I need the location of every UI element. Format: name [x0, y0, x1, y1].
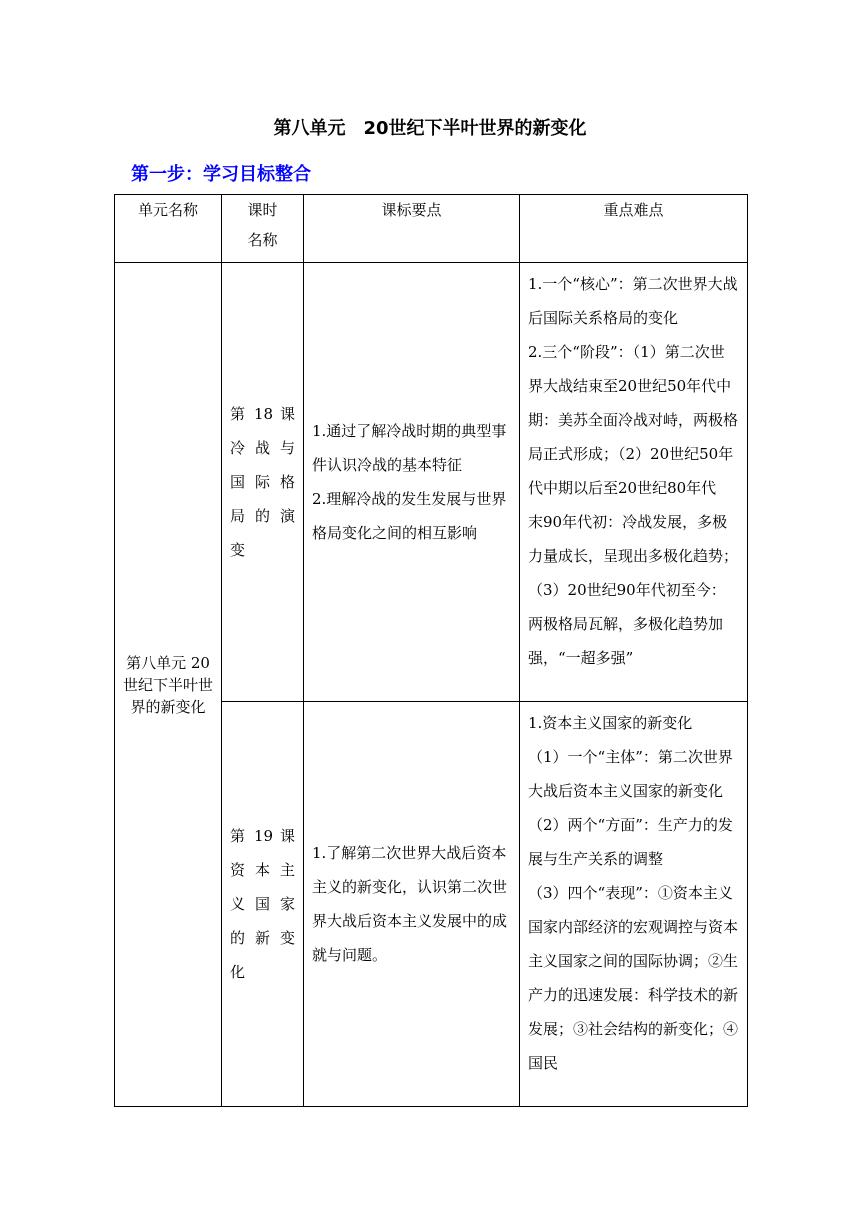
lesson-line: 变	[230, 541, 246, 559]
lesson-line: 第 19 课	[230, 827, 295, 845]
header-lesson: 课时名称	[222, 195, 304, 263]
header-unit: 单元名称	[115, 195, 222, 263]
lesson-name	[222, 819, 303, 989]
lesson-cell	[222, 702, 304, 1107]
document-title: 第八单元 20世纪下半叶世界的新变化	[273, 118, 587, 139]
lesson-line: 的 新 变	[230, 929, 295, 947]
difficulty-cell	[520, 263, 748, 702]
header-standard: 课标要点	[304, 195, 520, 263]
lesson-line: 第 18 课	[230, 405, 295, 423]
table-row	[115, 263, 748, 702]
standard-text: 1.通过了解冷战时期的典型事件认识冷战的基本特征 2.理解冷战的发生发展与世界格局变化之间的相互影响	[312, 422, 507, 542]
standard-text: 1.了解第二次世界大战后资本主义的新变化，认识第二次世界大战后资本主义发展中的成就与问题。	[312, 844, 508, 964]
step-heading: 第一步：学习目标整合	[131, 164, 311, 185]
lesson-cell	[222, 263, 304, 702]
difficulty-text: 1.资本主义国家的新变化 （1）一个“主体”：第二次世界大战后资本主义国家的新变化 （2）两个“方面”：生产力的发展与生产关系的调整 （3）四个“表现”：①资本主义国家内部经济的宏观调控与资本主义国家之间的国际协调；②生产力的迅速发展：科学技术的新发展；③社会结构的新变化；④国民	[528, 714, 739, 1072]
lesson-line: 局 的 演	[230, 507, 295, 525]
lesson-line: 义 国 家	[230, 895, 295, 913]
standard-cell	[304, 263, 520, 702]
lesson-name	[222, 397, 303, 567]
lesson-line: 冷 战 与	[230, 439, 295, 457]
difficulty-text: 1.一个“核心”：第二次世界大战后国际关系格局的变化 2.三个“阶段”：（1）第二次世界大战结束至20世纪50年代中期：美苏全面冷战对峙，两极格局正式形成；（2）20世纪50年代中期以后至20世纪80年代 末90年代初：冷战发展，多极力量成长，呈现出多极化趋势；（3）20世纪90年代初至今：两极格局瓦解，多极化趋势加强，“一超多强”	[528, 275, 739, 667]
lesson-line: 资 本 主	[230, 861, 295, 879]
header-difficulty: 重点难点	[520, 195, 748, 263]
learning-goals-table	[114, 194, 748, 1107]
lesson-line: 国 际 格	[230, 473, 295, 491]
standard-cell	[304, 702, 520, 1107]
unit-name-cell: 第八单元 20世纪下半叶世界的新变化	[115, 263, 222, 1107]
table-header-row	[115, 195, 748, 263]
difficulty-cell	[520, 702, 748, 1107]
lesson-line: 化	[230, 963, 246, 981]
